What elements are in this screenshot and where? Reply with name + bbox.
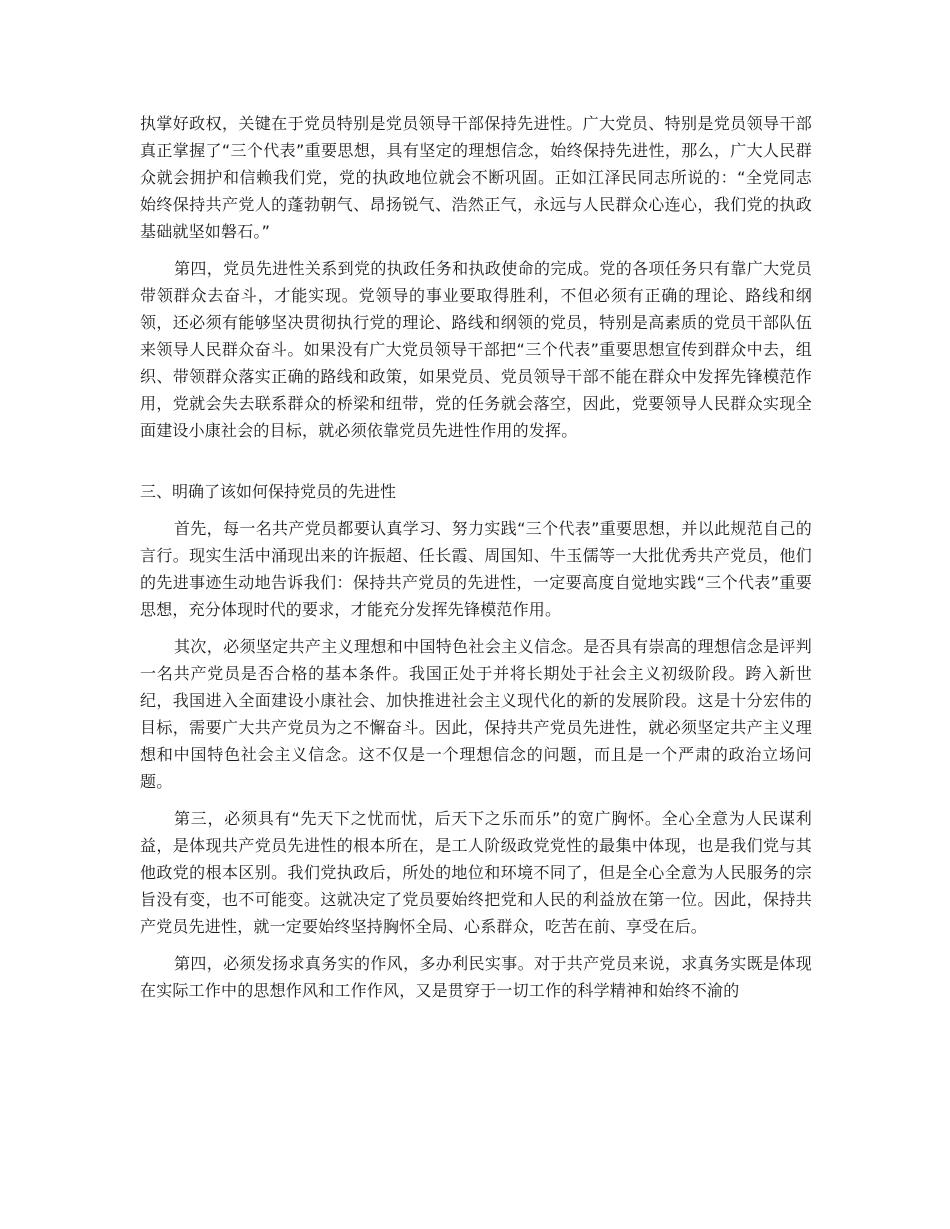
paragraph-1: 执掌好政权，关键在于党员特别是党员领导干部保持先进性。广大党员、特别是党员领导干部真正掌握了“三个代表”重要思想，具有坚定的理想信念，始终保持先进性，那么，广大人民群众就会拥护和信赖我们党，党的执政地位就会不断巩固。正如江泽民同志所说的：“全党同志始终保持共产党人的蓬勃朝气、昂扬锐气、浩然正气，永远与人民群众心连心，我们党的执政基础就坚如磐石。” (140, 114, 812, 241)
paragraph-3: 首先，每一名共产党员都要认真学习、努力实践“三个代表”重要思想，并以此规范自己的言行。现实生活中涌现出来的许振超、任长霞、周国知、牛玉儒等一大批优秀共产党员，他们的先进事迹生动地告诉我们：保持共产党员的先进性，一定要高度自觉地实践“三个代表”重要思想，充分体现时代的要求，才能充分发挥先锋模范作用。 (140, 519, 812, 619)
paragraph-6: 第四，必须发扬求真务实的作风，多办利民实事。对于共产党员来说，求真务实既是体现在实际工作中的思想作风和工作作风，又是贯穿于一切工作的科学精神和始终不渝的 (140, 954, 812, 1000)
document-page (140, 110, 812, 1004)
paragraph-2: 第四，党员先进性关系到党的执政任务和执政使命的完成。党的各项任务只有靠广大党员带领群众去奋斗，才能实现。党领导的事业要取得胜利，不但必须有正确的理论、路线和纲领，还必须有能够坚决贯彻执行党的理论、路线和纲领的党员，特别是高素质的党员干部队伍来领导人民群众奋斗。如果没有广大党员领导干部把“三个代表”重要思想宣传到群众中去，组织、带领群众落实正确的路线和政策，如果党员、党员领导干部不能在群众中发挥先锋模范作用，党就会失去联系群众的桥梁和纽带，党的任务就会落空，因此，党要领导人民群众实现全面建设小康社会的目标，就必须依靠党员先进性作用的发挥。 (140, 259, 812, 440)
section-heading: 三、明确了该如何保持党员的先进性 (140, 482, 397, 501)
paragraph-5: 第三，必须具有“先天下之忧而忧，后天下之乐而乐”的宽广胸怀。全心全意为人民谋利益，是体现共产党员先进性的根本所在，是工人阶级政党党性的最集中体现，也是我们党与其他政党的根本区别。我们党执政后，所处的地位和环境不同了，但是全心全意为人民服务的宗旨没有变，也不可能变。这就决定了党员要始终把党和人民的利益放在第一位。因此，保持共产党员先进性，就一定要始终坚持胸怀全局、心系群众，吃苦在前、享受在后。 (140, 809, 812, 936)
paragraph-4: 其次，必须坚定共产主义理想和中国特色社会主义信念。是否具有崇高的理想信念是评判一名共产党员是否合格的基本条件。我国正处于并将长期处于社会主义初级阶段。跨入新世纪，我国进入全面建设小康社会、加快推进社会主义现代化的新的发展阶段。这是十分宏伟的目标，需要广大共产党员为之不懈奋斗。因此，保持共产党员先进性，就必须坚定共产主义理想和中国特色社会主义信念。这不仅是一个理想信念的问题，而且是一个严肃的政治立场问题。 (140, 637, 812, 791)
